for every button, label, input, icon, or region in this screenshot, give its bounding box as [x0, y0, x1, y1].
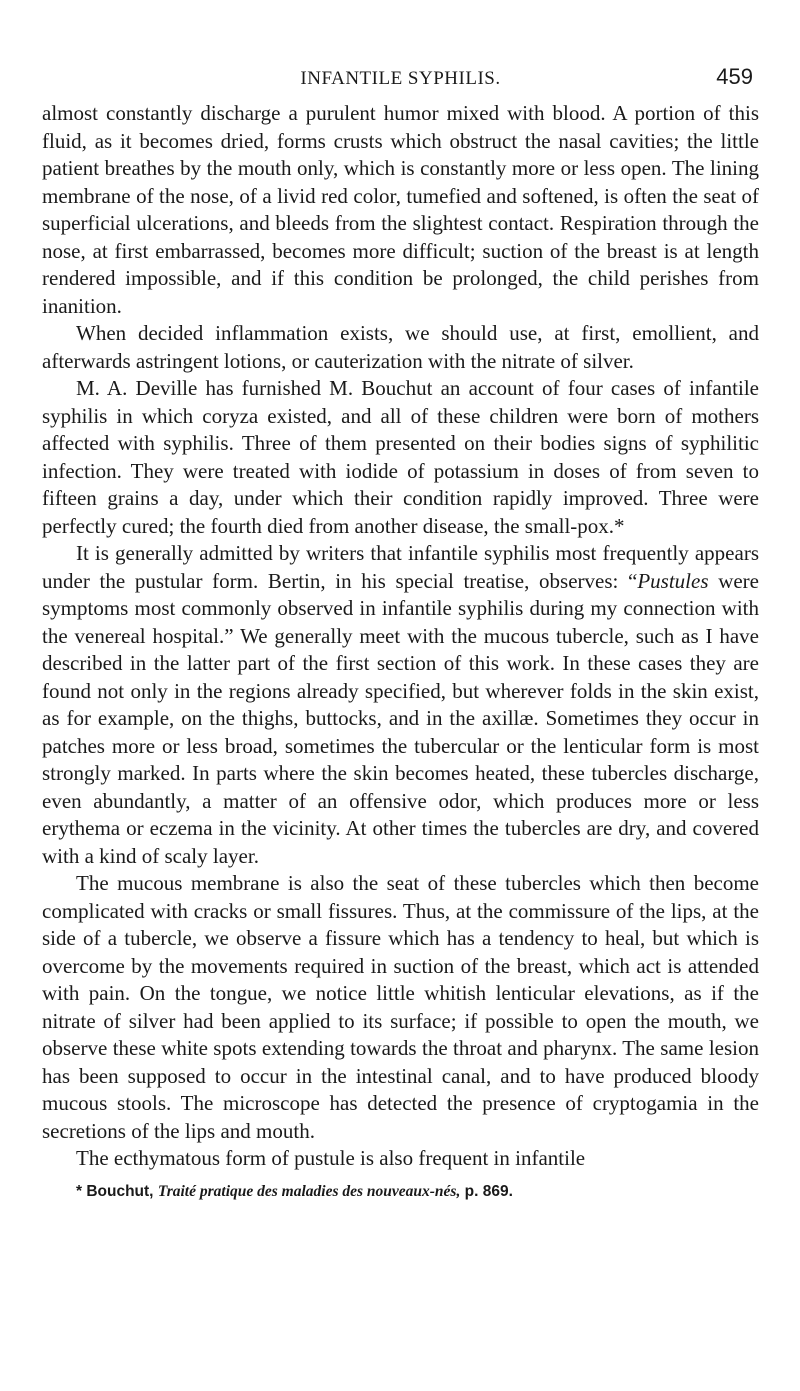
paragraph: The mucous membrane is also the seat of these tubercles which then become complicated with cracks or small fissures. Thus, at the commissure of the lips, at the side of a tubercle, we observe a fissure which has a tendency to heal, but which is overcome by the movements required in suction of the breast, which act is attended with pain. On the tongue, we notice little whitish lenticular elevations, as if the nitrate of silver had been applied to its surface; if possible to open the mouth, we observe these white spots extending towards the throat and pharynx. The same lesion has been supposed to occur in the intestinal canal, and to have produced bloody mucous stools. The microscope has detected the presence of cryptogamia in the secretions of the lips and mouth. — [42, 871, 759, 1143]
paragraph — [42, 540, 759, 870]
page-number: 459 — [716, 64, 753, 89]
footnote-title: Traité pratique des maladies des nouveaux-nés, — [157, 1182, 461, 1200]
running-title: INFANTILE SYPHILIS. — [300, 68, 501, 89]
paragraph: The ecthymatous form of pustule is also frequent in infantile — [76, 1146, 586, 1170]
paragraph-text: It is generally admitted by writers that infantile syphilis most frequently appears under the pustular form. Bertin, in his special treatise, observes: “ — [42, 541, 759, 593]
running-head — [42, 64, 759, 94]
footnote — [42, 1182, 759, 1202]
paragraph-text: were symptoms most commonly observed in infantile syphilis during my connection with the venereal hospital.” We generally meet with the mucous tubercle, such as I have described in the latter part of the first section of this work. In these cases they are found not only in the regions already specified, but wherever folds in the skin exist, as for example, on the thighs, buttocks, and in the axillæ. Sometimes they occur in patches more or less broad, sometimes the tubercular or the lenticular form is most strongly marked. In parts where the skin becomes heated, these tubercles discharge, even abundantly, a matter of an offensive odor, which produces more or less erythema or eczema in the vicinity. At other times the tubercles are dry, and covered with a kind of scaly layer. — [42, 568, 759, 868]
book-page — [42, 64, 759, 1202]
emphasis-text: Pustules — [637, 568, 709, 593]
paragraph: almost constantly discharge a purulent humor mixed with blood. A portion of this fluid, as it becomes dried, forms crusts which obstruct the nasal cavities; the little patient breathes by the mouth only, which is constantly more or less open. The lining membrane of the nose, of a livid red color, tumefied and softened, is often the seat of superficial ulcerations, and bleeds from the slightest contact. Respiration through the nose, at first embarrassed, becomes more difficult; suction of the breast is at length rendered impossible, and if this condition be prolonged, the child perishes from inanition. — [42, 101, 759, 318]
paragraph: When decided inflammation exists, we should use, at first, emollient, and afterwards astringent lotions, or cauterization with the nitrate of silver. — [42, 321, 759, 373]
footnote-page: p. 869. — [464, 1182, 513, 1200]
paragraph: M. A. Deville has furnished M. Bouchut an account of four cases of infantile syphilis in which coryza existed, and all of these children were born of mothers affected with syphilis. Three of them presented on their bodies signs of syphilitic infection. They were treated with iodide of potassium in doses of from seven to fifteen grains a day, under which their condition rapidly improved. Three were perfectly cured; the fourth died from another disease, the small-pox.* — [42, 376, 759, 538]
body-text — [42, 100, 759, 1173]
footnote-author: * Bouchut, — [76, 1182, 154, 1200]
